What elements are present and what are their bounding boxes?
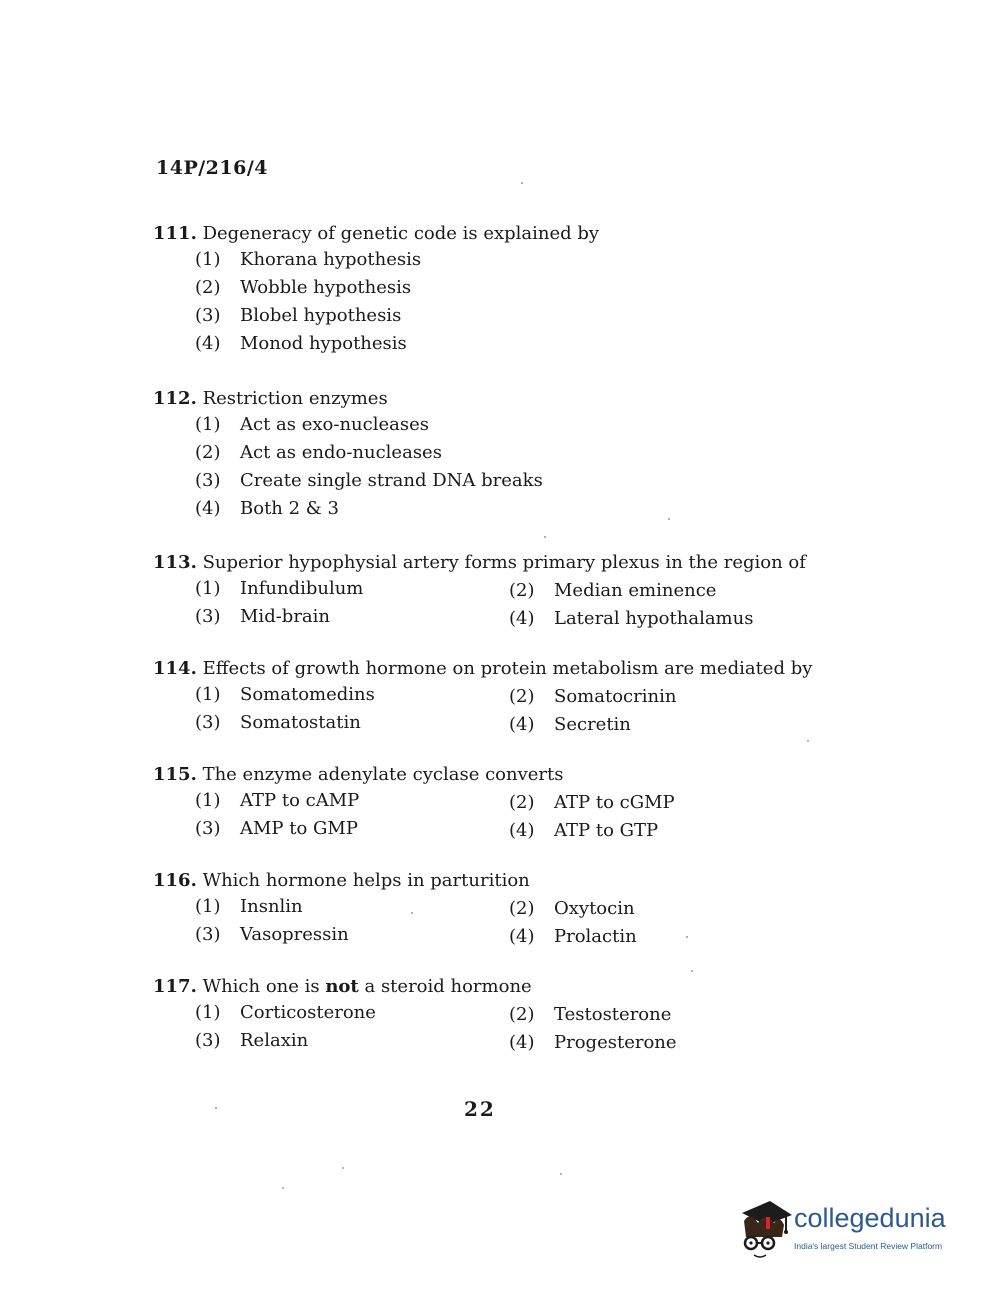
question-stem: [153, 219, 813, 249]
paper-code: 14P/216/4: [156, 157, 268, 179]
option-number: (1): [195, 790, 221, 811]
option-number: (4): [195, 333, 221, 354]
option-text: Infundibulum: [240, 578, 364, 599]
option-text: AMP to GMP: [240, 818, 358, 839]
option-text: ATP to GTP: [554, 820, 659, 841]
scan-speck: [544, 536, 546, 538]
option-text: Blobel hypothesis: [240, 305, 402, 326]
scan-speck: [282, 1187, 284, 1189]
option-1[interactable]: [195, 896, 303, 917]
option-number: (3): [195, 924, 221, 945]
question-number: 115.: [153, 764, 197, 785]
question-111: [153, 219, 813, 359]
scan-speck: [342, 1167, 344, 1169]
option-1[interactable]: [195, 684, 375, 705]
option-number: (4): [509, 926, 535, 947]
question-text: Which one is: [202, 976, 326, 997]
option-text: Both 2 & 3: [240, 498, 339, 519]
question-text: Effects of growth hormone on protein metabolism are mediated by: [202, 658, 813, 679]
question-116: [153, 866, 813, 952]
brand-tagline: India's largest Student Review Platform: [794, 1241, 943, 1251]
option-1[interactable]: [195, 1002, 376, 1023]
option-number: (4): [509, 1032, 535, 1053]
option-4[interactable]: [195, 333, 407, 354]
option-2[interactable]: [509, 898, 635, 919]
collegedunia-watermark[interactable]: [736, 1197, 966, 1267]
option-number: (1): [195, 684, 221, 705]
option-4[interactable]: [509, 1032, 677, 1053]
scan-speck: [411, 912, 413, 914]
option-text: Corticosterone: [240, 1002, 376, 1023]
option-text: Monod hypothesis: [240, 333, 407, 354]
scan-speck: [215, 1107, 217, 1109]
page-number: 22: [464, 1097, 496, 1121]
option-number: (3): [195, 305, 221, 326]
question-text: Which hormone helps in parturition: [202, 870, 530, 891]
option-2[interactable]: [195, 277, 411, 298]
option-3[interactable]: [195, 606, 330, 627]
question-number: 112.: [153, 388, 197, 409]
option-number: (2): [195, 277, 221, 298]
option-number: (2): [509, 898, 535, 919]
scan-speck: [691, 970, 693, 972]
question-number: 114.: [153, 658, 197, 679]
question-text: Superior hypophysial artery forms primary plexus in the region of: [202, 552, 806, 573]
option-number: (4): [509, 714, 535, 735]
option-number: (1): [195, 896, 221, 917]
option-3[interactable]: [195, 712, 361, 733]
option-1[interactable]: [195, 249, 421, 270]
question-number: 113.: [153, 552, 197, 573]
option-text: Vasopressin: [240, 924, 349, 945]
option-number: (1): [195, 249, 221, 270]
option-4[interactable]: [195, 498, 339, 519]
question-115: [153, 760, 813, 846]
scan-speck: [668, 518, 670, 520]
option-text: Wobble hypothesis: [240, 277, 412, 298]
option-1[interactable]: [195, 578, 363, 599]
brand-name: collegedunia: [794, 1203, 946, 1233]
question-text: The enzyme adenylate cyclase converts: [202, 764, 564, 785]
option-number: (3): [195, 818, 221, 839]
option-2[interactable]: [509, 1004, 671, 1025]
option-number: (3): [195, 606, 221, 627]
option-text: Somatostatin: [240, 712, 361, 733]
option-text: Progesterone: [554, 1032, 677, 1053]
option-text: Relaxin: [240, 1030, 309, 1051]
option-number: (2): [195, 442, 221, 463]
option-2[interactable]: [509, 792, 675, 813]
option-3[interactable]: [195, 305, 401, 326]
option-text: Khorana hypothesis: [240, 249, 422, 270]
option-text: Act as endo-nucleases: [240, 442, 442, 463]
option-4[interactable]: [509, 926, 637, 947]
option-number: (2): [509, 580, 535, 601]
option-3[interactable]: [195, 818, 358, 839]
option-4[interactable]: [509, 714, 631, 735]
question-text: Degeneracy of genetic code is explained by: [202, 223, 600, 244]
question-stem: [153, 866, 813, 896]
scan-speck: [560, 1173, 562, 1175]
option-number: (3): [195, 1030, 221, 1051]
option-3[interactable]: [195, 924, 349, 945]
question-number: 117.: [153, 976, 197, 997]
option-1[interactable]: [195, 790, 359, 811]
scan-speck: [807, 740, 809, 742]
option-text: Somatocrinin: [554, 686, 677, 707]
option-text: Mid-brain: [240, 606, 330, 627]
option-text: Testosterone: [554, 1004, 672, 1025]
question-text: Restriction enzymes: [202, 388, 388, 409]
option-2[interactable]: [509, 686, 676, 707]
option-4[interactable]: [509, 608, 753, 629]
option-text: ATP to cAMP: [240, 790, 360, 811]
scan-speck: [686, 936, 688, 938]
mascot-icon: [736, 1197, 794, 1267]
option-number: (3): [195, 470, 221, 491]
option-1[interactable]: [195, 414, 429, 435]
option-text: Somatomedins: [240, 684, 375, 705]
option-number: (1): [195, 1002, 221, 1023]
question-stem: [153, 548, 813, 578]
option-text: Lateral hypothalamus: [554, 608, 754, 629]
option-3[interactable]: [195, 470, 543, 491]
question-stem: [153, 654, 813, 684]
option-number: (4): [509, 820, 535, 841]
option-number: (4): [509, 608, 535, 629]
question-stem: [153, 972, 813, 1002]
option-2[interactable]: [195, 442, 442, 463]
option-text: Median eminence: [554, 580, 717, 601]
option-text: Act as exo-nucleases: [240, 414, 429, 435]
option-text: Oxytocin: [554, 898, 635, 919]
option-text: Create single strand DNA breaks: [240, 470, 543, 491]
question-number: 116.: [153, 870, 197, 891]
question-text-end: a steroid hormone: [358, 976, 532, 997]
option-number: (2): [509, 792, 535, 813]
question-emphasis: not: [325, 976, 359, 997]
scan-speck: [521, 182, 523, 184]
question-stem: [153, 384, 813, 414]
option-text: Insnlin: [240, 896, 303, 917]
question-114: [153, 654, 813, 740]
option-text: Prolactin: [554, 926, 637, 947]
option-number: (1): [195, 414, 221, 435]
option-number: (3): [195, 712, 221, 733]
question-number: 111.: [153, 223, 197, 244]
option-number: (1): [195, 578, 221, 599]
option-text: ATP to cGMP: [554, 792, 675, 813]
option-4[interactable]: [509, 820, 658, 841]
question-stem: [153, 760, 813, 790]
option-text: Secretin: [554, 714, 631, 735]
question-117: [153, 972, 813, 1058]
option-number: (4): [195, 498, 221, 519]
question-113: [153, 548, 813, 634]
option-2[interactable]: [509, 580, 716, 601]
option-number: (2): [509, 686, 535, 707]
question-112: [153, 384, 813, 524]
option-3[interactable]: [195, 1030, 308, 1051]
option-number: (2): [509, 1004, 535, 1025]
